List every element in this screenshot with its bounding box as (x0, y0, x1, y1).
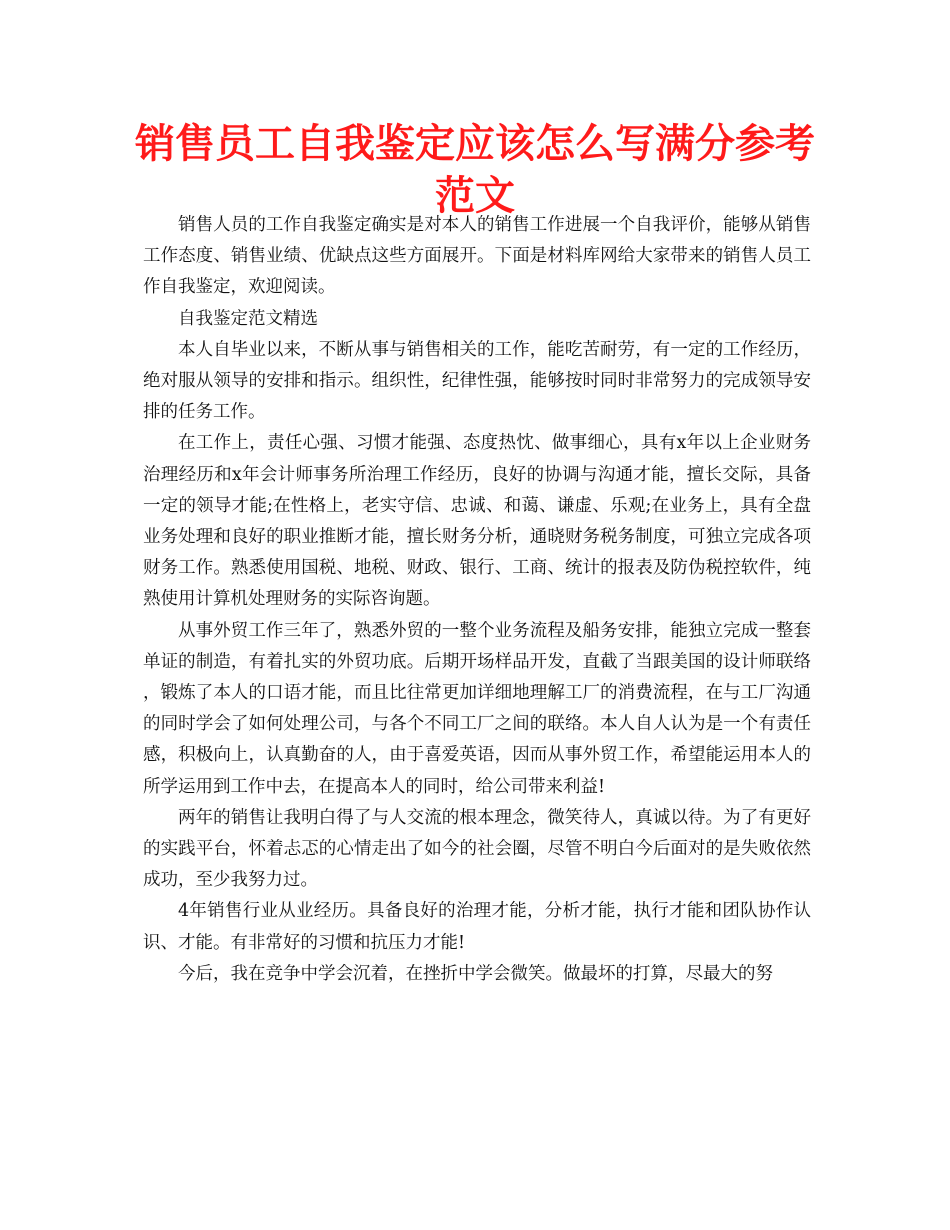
document-title: 销售员工自我鉴定应该怎么写满分参考范文 (135, 121, 815, 219)
paragraph: 在工作上，责任心强、习惯才能强、态度热忱、做事细心，具有x年以上企业财务治理经历和x年会计师事务所治理工作经历，良好的协调与沟通才能，擅长交际，具备一定的领导才能;在性格上，老实守信、忠诚、和蔼、谦虚、乐观;在业务上，具有全盘业务处理和良好的职业推断才能，擅长财务分析，通晓财务税务制度，可独立完成各项财务工作。熟悉使用国税、地税、财政、银行、工商、统计的报表及防伪税控软件，纯熟使用计算机处理财务的实际咨询题。 (143, 433, 811, 610)
paragraph: 两年的销售让我明白得了与人交流的根本理念，微笑待人，真诚以待。为了有更好的实践平台，怀着忐忑的心情走出了如今的社会圈，尽管不明白今后面对的是失败依然成功，至少我努力过。 (143, 807, 811, 891)
paragraph: 从事外贸工作三年了，熟悉外贸的一整个业务流程及船务安排，能独立完成一整套单证的制造，有着扎实的外贸功底。后期开场样品开发，直截了当跟美国的设计师联络，锻炼了本人的口语才能，而且比往常更加详细地理解工厂的消费流程，在与工厂沟通的同时学会了如何处理公司，与各个不同工厂之间的联络。本人自人认为是一个有责任感，积极向上，认真勤奋的人，由于喜爱英语，因而从事外贸工作，希望能运用本人的所学运用到工作中去，在提高本人的同时，给公司带来利益! (143, 620, 811, 797)
paragraph-intro: 销售人员的工作自我鉴定确实是对本人的销售工作进展一个自我评价，能够从销售工作态度、销售业绩、优缺点这些方面展开。下面是材料库网给大家带来的销售人员工作自我鉴定，欢迎阅读。 (143, 215, 811, 298)
document-body (143, 210, 811, 990)
paragraph-subheading: 自我鉴定范文精选 (178, 308, 318, 329)
paragraph: 4年销售行业从业经历。具备良好的治理才能，分析才能，执行才能和团队协作认识、才能。有非常好的习惯和抗压力才能! (143, 901, 811, 953)
paragraph: 本人自毕业以来，不断从事与销售相关的工作，能吃苦耐劳，有一定的工作经历，绝对服从领导的安排和指示。组织性，纪律性强，能够按时同时非常努力的完成领导安排的任务工作。 (143, 339, 811, 423)
paragraph: 今后，我在竞争中学会沉着，在挫折中学会微笑。做最坏的打算，尽最大的努 (178, 963, 773, 984)
